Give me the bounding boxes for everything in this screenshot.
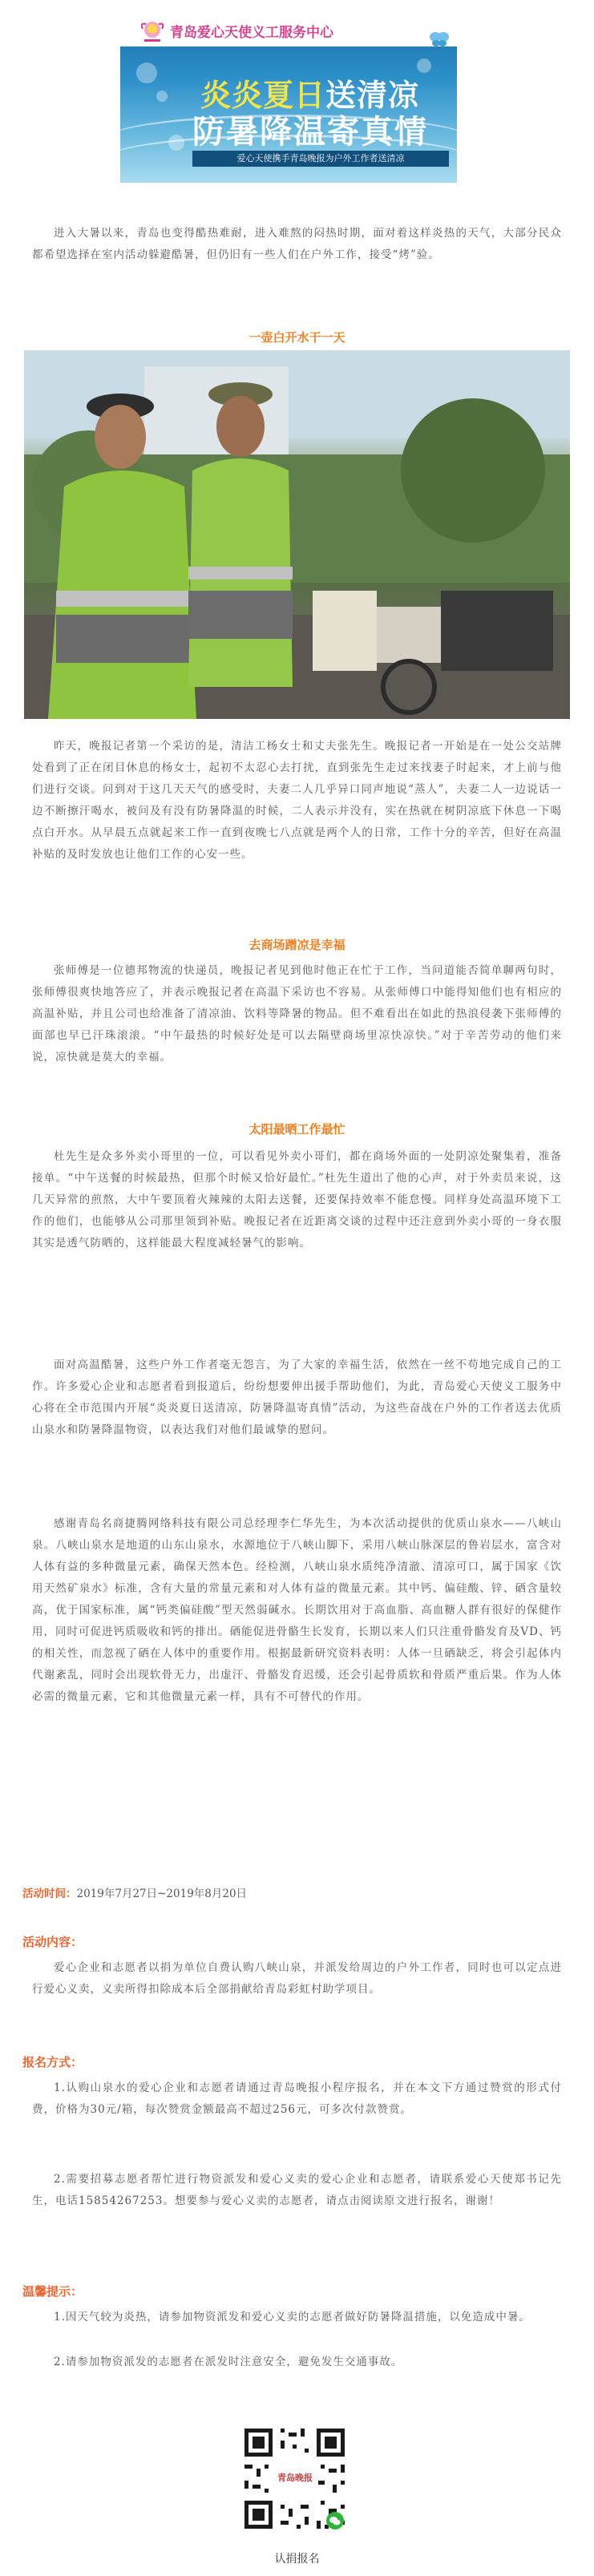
activity-content-body: 爱心企业和志愿者以捐为单位自费认购八峡山泉，并派发给周边的户外工作者，同时也可以定点进行爱心义卖，义卖所得扣除成本后全部捐献给青岛彩虹村助学项目。 — [32, 1961, 562, 1996]
org-name: 青岛爱心天使义工服务中心 — [170, 25, 333, 41]
tips-label: 温馨提示： — [22, 2284, 83, 2299]
tips-item-1: 1.因天气较为炎热，请参加物资派发和爱心义卖的志愿者做好防暑降温措施，以免造成中暑。 — [54, 2311, 531, 2324]
section-title-2: 去商场蹭凉是幸福 — [249, 938, 345, 952]
tips-item-2: 2.请参加物资派发的志愿者在派发时注意安全，避免发生交通事故。 — [54, 2356, 403, 2368]
qr-center-logo: 青岛晚报 — [272, 2462, 318, 2494]
activity-time-row — [22, 1884, 576, 1904]
activity-content-label: 活动内容： — [22, 1935, 83, 1949]
appeal-paragraph-1: 面对高温酷暑，这些户外工作者毫无怨言，为了大家的幸福生活，依然在一丝不苟地完成自己的工作。许多爱心企业和志愿者看到报道后，纷纷想要伸出援手帮助他们，为此，青岛爱心天使义工服务中心将在全市范围内开展“炎炎夏日送清凉，防暑降温寄真情”活动，为这些奋战在户外的工作者送去优质山泉水和防暑降温物资，以表达我们对他们最诚挚的慰问。 — [32, 1359, 562, 1436]
activity-time-label: 活动时间： — [22, 1888, 77, 1900]
intro-paragraph: 进入大暑以来，青岛也变得酷热难耐，进入难熬的闷热时期，面对着这样炎热的天气，大部分民众都希望选择在室内活动躲避酷暑，但仍旧有一些人们在户外工作，接受“烤”验。 — [32, 227, 562, 261]
banner-title-line2: 防暑降温寄真情 — [192, 114, 428, 151]
section-title-3: 太阳最晒工作最忙 — [249, 1122, 345, 1137]
section-title-1: 一壶白开水干一天 — [249, 330, 345, 345]
signup-qr-code[interactable] — [228, 2412, 361, 2545]
header-banner — [120, 14, 457, 183]
workers-photo — [24, 350, 570, 719]
qr-caption: 认捐报名 — [274, 2553, 320, 2566]
bubble-decoration — [156, 91, 168, 102]
appeal-paragraph-2: 感谢青岛名商捷腾网络科技有限公司总经理李仁华先生，为本次活动提供的优质山泉水——八峡山泉。八峡山泉水是地道的山东山泉水，水源地位于八峡山脚下，采用八峡山脉深层的鲁岩层水，富含对人体有益的多种微量元素，确保天然本色。经检测，八峡山泉水质纯净清澈、清凉可口，属于国家《饮用天然矿泉水》标准，含有大量的常量元素和对人体有益的微量元素。其中钙、偏硅酸、锌、硒含量较高，优于国家标准，属“钙类偏硅酸”型天然弱碱水。长期饮用对于高血脂、高血糖人群有很好的保健作用，同时可促进钙质吸收和钙的排出。硒能促进骨骼生长发育，长期以来人们只注重骨骼发育及VD、钙的相关性，而忽视了硒在人体中的重要作用。根据最新研究资料表明：人体一旦硒缺乏，将会引起体内代谢紊乱，同时会出现软骨无力，出虚汗、骨骼发育迟缓，还会引起骨质软和骨质严重后果。作为人体必需的微量元素，它和其他微量元素一样，具有不可替代的作用。 — [32, 1517, 562, 1703]
org-logo-icon — [138, 19, 167, 43]
banner-title-highlight: 炎炎夏日 — [200, 78, 326, 113]
banner-subtitle: 爱心天使携手青岛晚报为户外工作者送清凉 — [192, 151, 449, 167]
section-body-2: 张师傅是一位德邦物流的快递员，晚报记者见到他时他正在忙于工作，当问道能否简单聊两句时，张师傅很爽快地答应了，并表示晚报记者在高温下采访也不容易。从张师傅口中能得知他们也有相应的高温补贴，并且公司也给准备了清凉油、饮料等降暑的物品。但不难看出在如此的热浪侵袭下张师傅的面部也早已汗珠滚滚。“中午最热的时候好处是可以去隔壁商场里凉快凉快。”对于辛苦劳动的他们来说，凉快就是莫大的幸福。 — [32, 964, 562, 1064]
wechat-icon — [326, 2512, 344, 2530]
banner-title-rest: 送清凉 — [325, 78, 420, 113]
section-body-3: 杜先生是众多外卖小哥里的一位，可以看见外卖小哥们，都在商场外面的一处阴凉处聚集着，准备接单。“中午送餐的时候最热，但那个时候又恰好最忙。”杜先生道出了他的心声，对于外卖员来说，这几天异常的煎熬，大中午要顶着火辣辣的太阳去送餐，还要保持效率不能怠慢。同样身处高温环境下工作的他们，也能够从公司那里领到补贴。晚报记者在近距离交谈的过程中还注意到外卖小哥的一身衣服其实是透气防晒的，这样能最大程度减轻暑气的影响。 — [32, 1150, 562, 1250]
bubble-decoration — [136, 63, 157, 83]
workers-photo-illustration — [24, 350, 570, 719]
butterfly-icon — [429, 30, 450, 48]
signup-label: 报名方式： — [22, 2055, 83, 2069]
activity-time-value: 2019年7月27日~2019年8月20日 — [76, 1888, 248, 1900]
section-body-1: 昨天，晚报记者第一个采访的是，清洁工杨女士和丈夫张先生。晚报记者一开始是在一处公交站牌处看到了正在闭目休息的杨女士，起初不太忍心去打扰，直到张先生走过来找妻子时起来，才上前与他们进行交谈。问到对于这几天天气的感受时，夫妻二人几乎异口同声地说“蒸人”，夫妻二人一边说话一边不断擦汗喝水，被问及有没有防暑降温的时候，二人表示并没有，实在热就在树阴凉底下休息一下喝点白开水。从早晨五点就起来工作一直到夜晚七八点就是两个人的日常，工作十分的辛苦，但好在高温补贴的及时发放也让他们工作的心安一些。 — [32, 740, 562, 861]
signup-item-2: 2.需要招募志愿者帮忙进行物资派发和爱心义卖的爱心企业和志愿者，请联系爱心天使郑书记先生，电话15854267253。想要参与爱心义卖的志愿者，请点击阅读原文进行报名，谢谢！ — [32, 2173, 562, 2207]
signup-item-1: 1.认购山泉水的爱心企业和志愿者请通过青岛晚报小程序报名，并在本文下方通过赞赏的形式付费，价格为30元/箱，每次赞赏金额最高不超过256元，可多次付款赞赏。 — [32, 2081, 562, 2116]
